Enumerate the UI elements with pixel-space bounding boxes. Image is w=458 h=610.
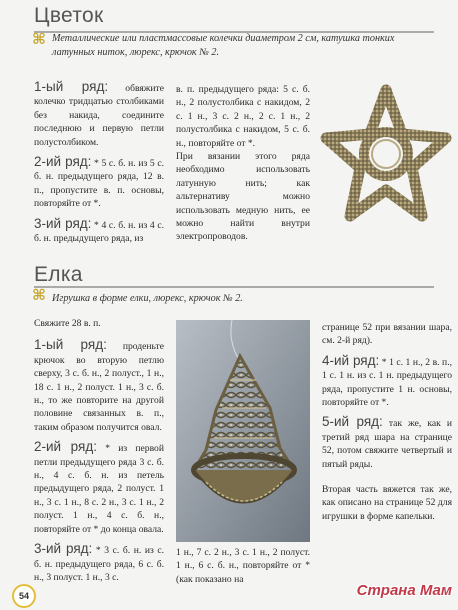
flower-materials: Металлические или пластмассовые колечки диаметром 2 см, катушка тонких латунных ниток, люрекс, крючок № 2. bbox=[52, 33, 395, 58]
tree-column-3 bbox=[322, 321, 452, 523]
flower-photo bbox=[320, 82, 452, 242]
row-text: так же, как и третий ряд шара на странице 52, потом свяжите четвертый и пятый ряды. bbox=[322, 418, 452, 470]
row-text: * из первой петли предыдущего ряда 3 с. б. н., 4 с. б. н. из петель предыдущего ряда, 2 полуст. 1 н., 3 с. 1 н., 8 с. 2 н., 3 с. 1 н., 2 полуст. 1 н., 4 с. б. н., повторяйте от * до конца овала. bbox=[34, 443, 164, 535]
tree-row5 bbox=[322, 415, 452, 471]
flower-column-2 bbox=[176, 83, 310, 244]
tree-photo bbox=[176, 320, 310, 542]
row-label: 1-ый ряд: bbox=[34, 79, 109, 94]
row-text: * 1 с. 1 н., 2 в. п., 1 с. 1 н. из с. 1 н. предыдущего ряда, пропустите 1 н. основы, повторяйте от *. bbox=[322, 356, 452, 409]
watermark-logo: Страна Мам bbox=[356, 582, 452, 599]
row-text: проденьте крючок во вторую петлю сверху, 3 с. б. н., 2 полуст., 1 н., 18 с. 1 н., 2 полуст. 1 н., 3 с. б. н., то же повторите на другой половине связанных в. п., таким образом получится овал. bbox=[34, 341, 164, 433]
motif-icon: ⌘ bbox=[32, 30, 46, 48]
tree-row1 bbox=[34, 338, 164, 434]
flower-title: Цветок bbox=[34, 4, 104, 27]
row-label: 4-ий ряд: bbox=[322, 352, 380, 368]
tree-title: Елка bbox=[34, 263, 83, 286]
flower-row3 bbox=[34, 217, 164, 246]
row-label: 2-ий ряд: bbox=[34, 439, 97, 455]
row-text: обвяжите колечко тридцатью столбиками без накида, соедините последнюю и первую петли полустолбиком. bbox=[34, 83, 164, 148]
tree-column-1 bbox=[34, 317, 164, 584]
flower-row2 bbox=[34, 155, 164, 211]
tree-right-top: странице 52 при вязании шара, см. 2-й ряд). bbox=[322, 322, 452, 347]
flower-column-1 bbox=[34, 80, 164, 245]
motif-icon: ⌘ bbox=[32, 286, 46, 304]
flower-col2-note: При вязании этого ряда необходимо использовать латунную нить; как альтернативу можно использовать медную нить, ее можно найти внутри электропроводов. bbox=[176, 151, 310, 243]
row-label: 1-ый ряд: bbox=[34, 337, 107, 353]
flower-col2-text: в. п. предыдущего ряда: 5 с. б. н., 2 полустолбика с накидом, 2 с. 1 н., 3 с. 2 н., 2 с. 1 н., 2 полустолбика с накидом, 5 с. б. н., повторяйте от *. bbox=[176, 84, 310, 149]
row-text: * 4 с. б. н. из 4 с. б. н. предыдущего ряда, из bbox=[34, 219, 164, 245]
tree-row4 bbox=[322, 354, 452, 410]
tree-row3 bbox=[34, 542, 164, 584]
tree-row2 bbox=[34, 440, 164, 536]
row-label: 3-ий ряд: bbox=[34, 215, 92, 231]
row-text: * 3 с. б. н. из с. б. н. предыдущего ряда, 6 с. б. н., 3 полуст. 1 н., 3 с. bbox=[34, 545, 164, 583]
row-label: 5-ий ряд: bbox=[322, 414, 383, 430]
tree-intro: Свяжите 28 в. п. bbox=[34, 318, 101, 329]
tree-closing: Вторая часть вяжется так же, как описано на странице 52 для игрушки в форме капельки. bbox=[322, 484, 452, 522]
tree-materials: Игрушка в форме елки, люрекс, крючок № 2. bbox=[52, 293, 243, 304]
tree-under-photo: 1 н., 7 с. 2 н., 3 с. 1 н., 2 полуст. 1 н., 6 с. б. н., повторяйте от * (как показано на bbox=[176, 547, 310, 585]
page-number: 54 bbox=[12, 584, 36, 608]
row-label: 2-ий ряд: bbox=[34, 154, 92, 170]
row-label: 3-ий ряд: bbox=[34, 541, 93, 557]
title-divider bbox=[34, 286, 434, 288]
flower-row1 bbox=[34, 80, 164, 149]
row-text: * 5 с. б. н. из 5 с. б. н. предыдущего ряда, 12 в. п., пропустите в. п. основы, повторяйте от *. bbox=[34, 158, 164, 210]
